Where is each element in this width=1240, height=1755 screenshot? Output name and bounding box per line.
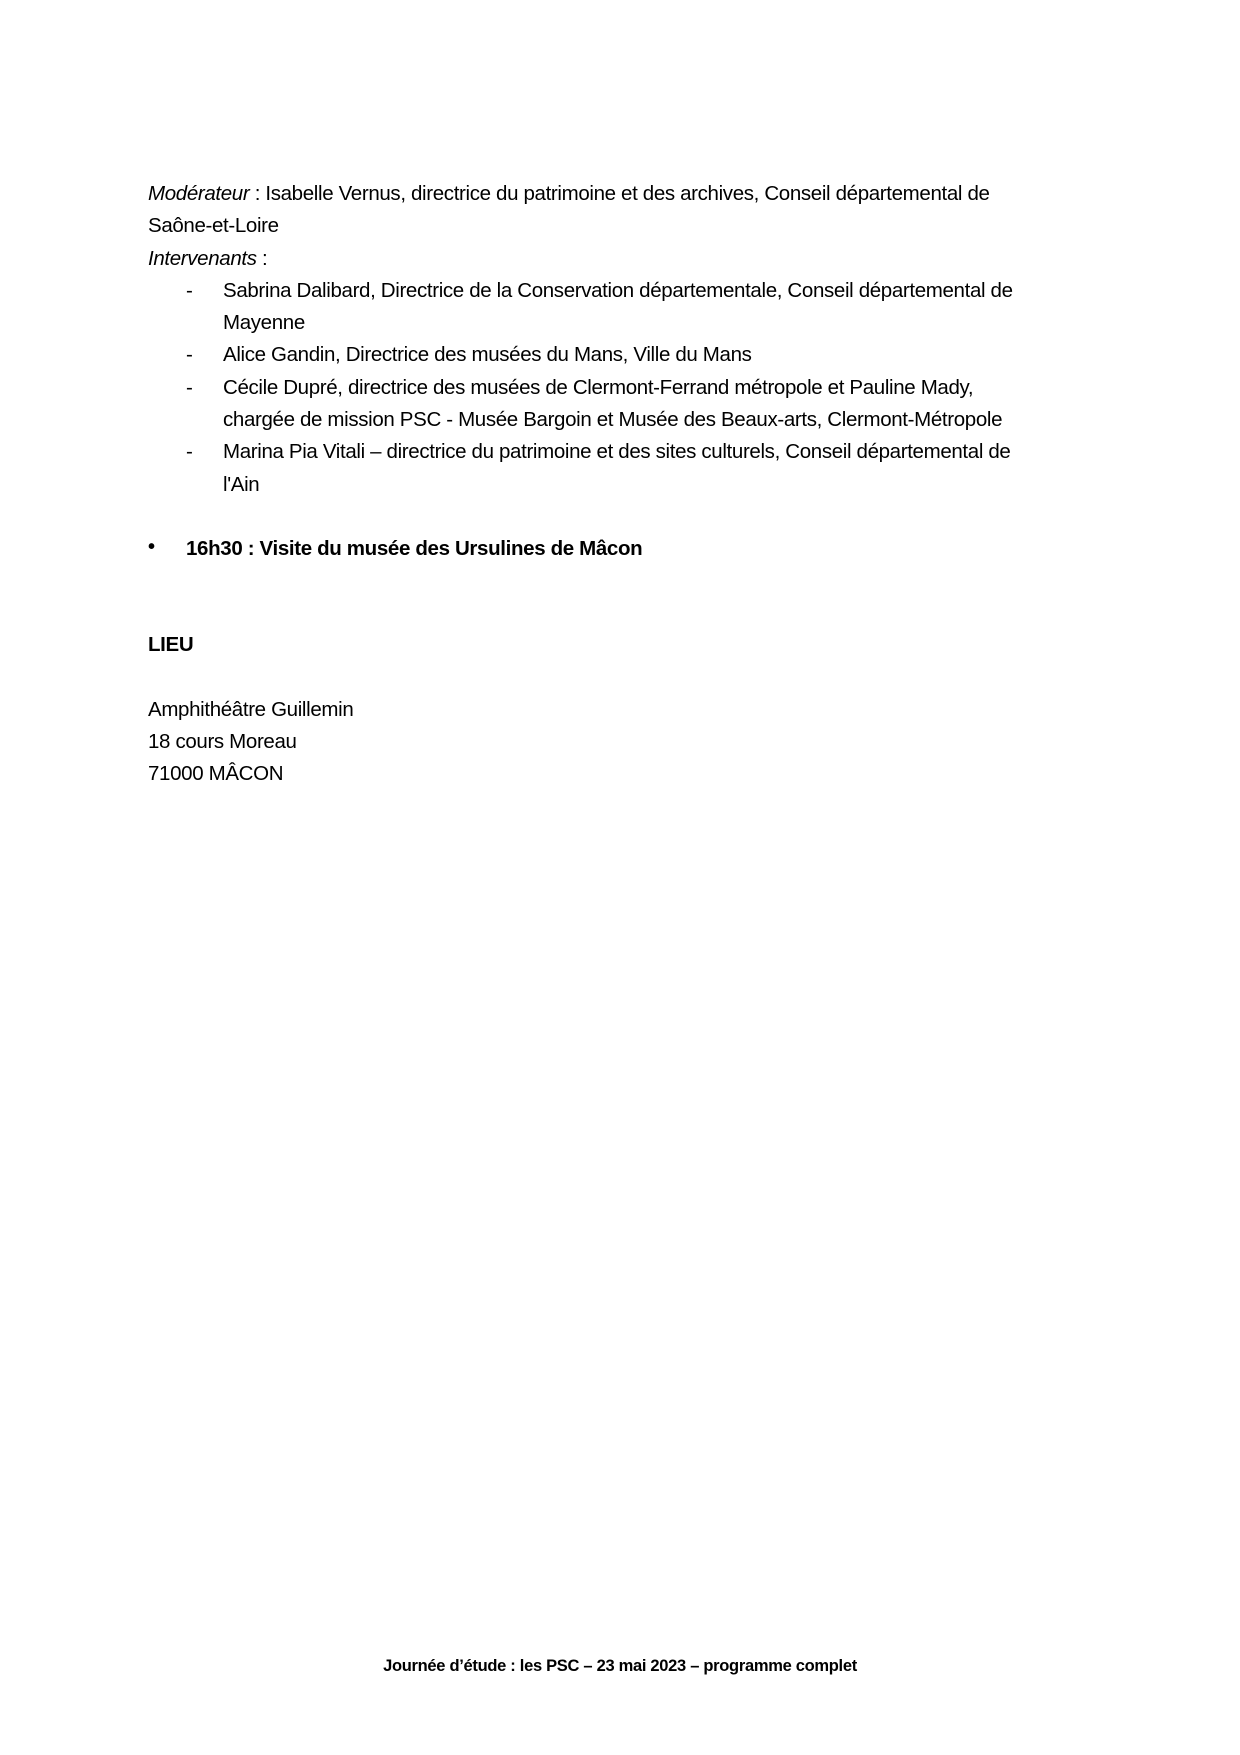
speaker-text-continued: Mayenne	[223, 311, 305, 335]
speaker-text: Sabrina Dalibard, Directrice de la Conservation départementale, Conseil départemental de	[223, 278, 1013, 302]
dash-marker: -	[186, 343, 193, 367]
agenda-item	[148, 533, 1088, 565]
moderator-text: Isabelle Vernus, directrice du patrimoine et des archives, Conseil départemental de	[265, 182, 990, 205]
speaker-item	[148, 436, 1088, 501]
speaker-text-continued: chargée de mission PSC - Musée Bargoin et Musée des Beaux-arts, Clermont-Métropole	[223, 408, 1003, 432]
speaker-item	[148, 372, 1088, 437]
dash-marker: -	[186, 278, 193, 302]
speakers-list	[148, 275, 1088, 501]
venue-street: 18 cours Moreau	[148, 729, 297, 753]
dash-marker: -	[186, 375, 193, 399]
page-content	[148, 178, 1088, 790]
venue-name: Amphithéâtre Guillemin	[148, 697, 354, 721]
agenda-item-text: 16h30 : Visite du musée des Ursulines de Mâcon	[186, 536, 643, 560]
speaker-item	[148, 339, 1088, 371]
speaker-text-continued: l'Ain	[223, 472, 260, 496]
speakers-label: Intervenants	[148, 246, 257, 270]
venue-address	[148, 694, 1088, 791]
moderator-separator: :	[249, 182, 266, 205]
venue-city: 71000 MÂCON	[148, 762, 284, 786]
speaker-text: Cécile Dupré, directrice des musées de Clermont-Ferrand métropole et Pauline Mady,	[223, 375, 974, 399]
speakers-block	[148, 243, 1088, 501]
moderator-text-continued: Saône-et-Loire	[148, 214, 279, 238]
moderator-label: Modérateur	[148, 182, 250, 205]
speaker-text: Alice Gandin, Directrice des musées du Mans, Ville du Mans	[223, 343, 752, 367]
venue-heading: LIEU	[148, 633, 194, 657]
speaker-text: Marina Pia Vitali – directrice du patrimoine et des sites culturels, Conseil départemental de	[223, 440, 1011, 464]
speakers-separator: :	[256, 246, 268, 270]
page-footer: Journée d’étude : les PSC – 23 mai 2023 – programme complet	[383, 1657, 857, 1675]
dash-marker: -	[186, 440, 193, 464]
moderator-block	[148, 178, 1088, 243]
speaker-item	[148, 275, 1088, 340]
bullet-icon: •	[148, 535, 155, 558]
